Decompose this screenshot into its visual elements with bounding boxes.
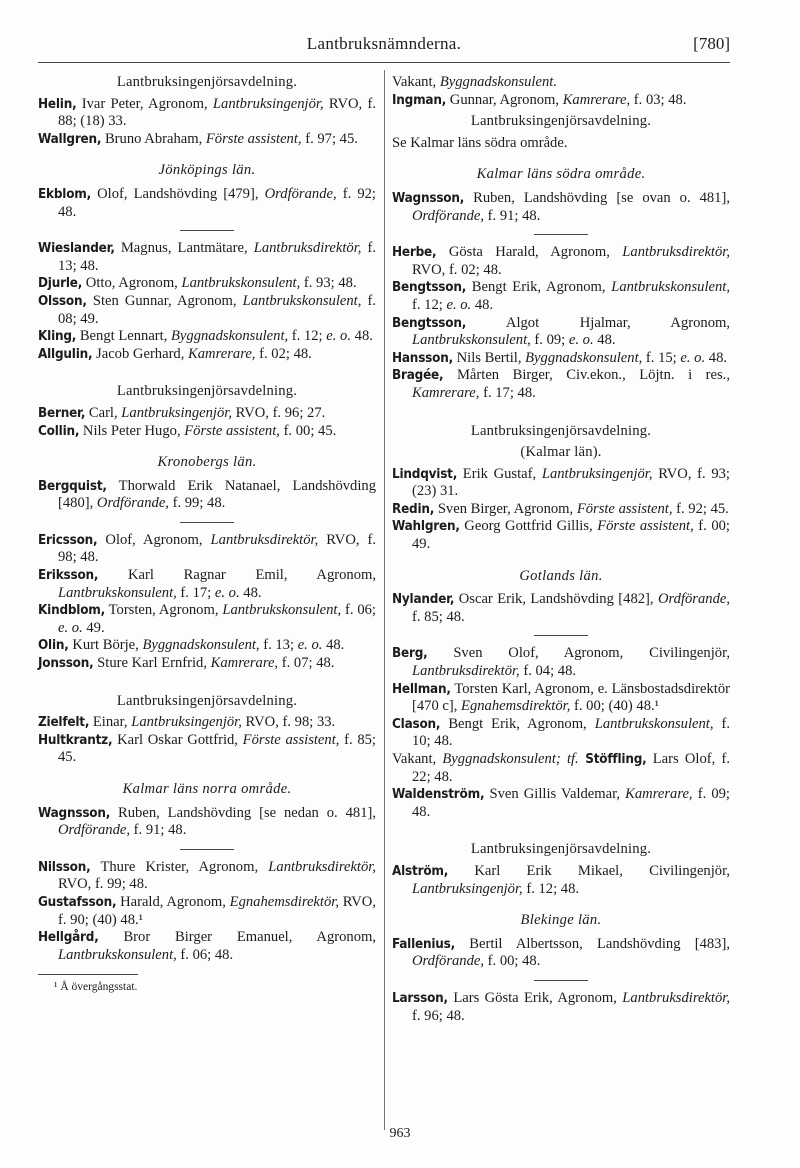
separator-rule (180, 522, 234, 523)
entry-hellman: Hellman, Torsten Karl, Agronom, e. Länsbostadsdirektör [470 c], Egnahemsdirektör, f. 00; (40) 48.¹ (392, 680, 730, 715)
entry-wallgren: Wallgren, Bruno Abraham, Förste assistent, f. 97; 45. (38, 130, 358, 147)
entry-bergquist: Bergquist, Thorwald Erik Natanael, Landshövding [480], Ordförande, f. 99; 48. (38, 477, 377, 512)
page-header (38, 34, 730, 60)
entry-helin: Helin, Ivar Peter, Agronom, Lantbruksingenjör, RVO, f. 88; (18) 33. (38, 95, 376, 130)
section-heading: Lantbruksingenjörsavdelning. (116, 74, 298, 90)
page-reference: [780] (693, 34, 730, 53)
entry-zielfelt: Zielfelt, Einar, Lantbruksingenjör, RVO, f. 98; 33. (38, 714, 336, 731)
entry-nylander: Nylander, Oscar Erik, Landshövding [482], Ordförande, f. 85; 48. (392, 591, 730, 625)
section-heading: Lantbruksingenjörsavdelning. (116, 692, 298, 709)
entry-redin: Redin, Sven Birger, Agronom, Förste assistent, f. 92; 45. (392, 500, 729, 517)
footnote: ¹ Å övergångsstat. (54, 981, 138, 994)
entry-olin: Olin, Kurt Börje, Byggnadskonsulent, f. 13; e. o. 48. (38, 637, 345, 654)
entry-wagnsson-south: Wagnsson, Ruben, Landshövding [se ovan o. 481], Ordförande, f. 91; 48. (392, 189, 730, 224)
region-heading: Kalmar läns södra område. (476, 166, 646, 183)
entry-kling: Kling, Bengt Lennart, Byggnadskonsulent, f. 12; e. o. 48. (38, 328, 373, 345)
region-heading: Kronobergs län. (157, 454, 257, 471)
footnote-rule (38, 974, 138, 975)
entry-clason: Clason, Bengt Erik, Agronom, Lantbrukskonsulent, f. 10; 48. (392, 715, 730, 750)
entry-waldenstrom: Waldenström, Sven Gillis Valdemar, Kamrerare, f. 09; 48. (392, 786, 730, 820)
entry-eriksson: Eriksson, Karl Ragnar Emil, Agronom, Lantbrukskonsulent, f. 17; e. o. 48. (38, 567, 376, 601)
running-title: Lantbruksnämnderna. (306, 34, 462, 53)
entry-berner: Berner, Carl, Lantbruksingenjör, RVO, f. 96; 27. (38, 404, 326, 421)
left-column (38, 74, 376, 997)
section-heading: Lantbruksingenjörsavdelning. (470, 422, 652, 439)
entry-hellgard: Hellgård, Bror Birger Emanuel, Agronom, Lantbrukskonsulent, f. 06; 48. (38, 929, 376, 963)
entry-bragee: Bragée, Mårten Birger, Civ.ekon., Löjtn. i res., Kamrerare, f. 17; 48. (392, 367, 730, 401)
entry-herbe: Herbe, Gösta Harald, Agronom, Lantbruksdirektör, RVO, f. 02; 48. (392, 244, 730, 278)
section-heading: Lantbruksingenjörsavdelning. (116, 383, 298, 400)
entry-vakant-bygg: Vakant, Byggnadskonsulent. (392, 74, 557, 90)
entry-collin: Collin, Nils Peter Hugo, Förste assistent, f. 00; 45. (38, 422, 337, 439)
entry-alstrom: Alström, Karl Erik Mikael, Civilingenjör, Lantbruksingenjör, f. 12; 48. (392, 862, 730, 897)
header-rule (38, 62, 730, 63)
entry-olsson: Olsson, Sten Gunnar, Agronom, Lantbrukskonsulent, f. 08; 49. (38, 292, 376, 327)
section-heading: Lantbruksingenjörsavdelning. (470, 841, 652, 858)
entry-ingman: Ingman, Gunnar, Agronom, Kamrerare, f. 03; 48. (392, 91, 687, 108)
entry-jonsson: Jonsson, Sture Karl Ernfrid, Kamrerare, f. 07; 48. (38, 655, 335, 672)
page-number: 963 (389, 1126, 411, 1141)
entry-nilsson: Nilsson, Thure Krister, Agronom, Lantbruksdirektör, RVO, f. 99; 48. (38, 858, 376, 893)
separator-rule (180, 849, 234, 850)
section-heading: Lantbruksingenjörsavdelning. (470, 113, 652, 130)
entry-ekblom: Ekblom, Olof, Landshövding [479], Ordförande, f. 92; 48. (38, 185, 376, 220)
column-separator (384, 70, 385, 1130)
entry-hansson: Hansson, Nils Bertil, Byggnadskonsulent, f. 15; e. o. 48. (392, 349, 728, 366)
region-heading: Jönköpings län. (158, 162, 256, 179)
entry-wahlgren: Wahlgren, Georg Gottfrid Gillis, Förste assistent, f. 00; 49. (392, 518, 730, 553)
separator-rule (534, 635, 588, 636)
entry-gustafsson: Gustafsson, Harald, Agronom, Egnahemsdirektör, RVO, f. 90; (40) 48.¹ (38, 893, 376, 928)
entry-bengtsson-algot: Bengtsson, Algot Hjalmar, Agronom, Lantbrukskonsulent, f. 09; e. o. 48. (392, 314, 731, 349)
entry-kindblom: Kindblom, Torsten, Agronom, Lantbrukskonsulent, f. 06; e. o. 49. (38, 602, 376, 636)
separator-rule (180, 230, 234, 231)
entry-fallenius: Fallenius, Bertil Albertsson, Landshövding [483], Ordförande, f. 00; 48. (392, 935, 730, 970)
section-subheading: (Kalmar län). (520, 444, 602, 461)
entry-vakant-stoffling: Vakant, Byggnadskonsulent; tf. Stöffling, Lars Olof, f. 22; 48. (392, 751, 730, 785)
entry-hultkrantz: Hultkrantz, Karl Oskar Gottfrid, Förste assistent, f. 85; 45. (38, 731, 376, 766)
entry-wagnsson-north: Wagnsson, Ruben, Landshövding [se nedan o. 481], Ordförande, f. 91; 48. (38, 804, 376, 839)
entry-ericsson: Ericsson, Olof, Agronom, Lantbruksdirektör, RVO, f. 98; 48. (38, 531, 376, 566)
cross-reference: Se Kalmar läns södra område. (392, 134, 568, 151)
region-heading: Gotlands län. (519, 567, 603, 584)
entry-allgulin: Allgulin, Jacob Gerhard, Kamrerare, f. 02; 48. (38, 345, 312, 362)
entry-wieslander: Wieslander, Magnus, Lantmätare, Lantbruksdirektör, f. 13; 48. (38, 240, 376, 274)
entry-berg: Berg, Sven Olof, Agronom, Civilingenjör, Lantbruksdirektör, f. 04; 48. (392, 645, 730, 680)
entry-bengtsson-bengt: Bengtsson, Bengt Erik, Agronom, Lantbrukskonsulent, f. 12; e. o. 48. (392, 279, 730, 313)
region-heading: Blekinge län. (520, 912, 602, 929)
separator-rule (534, 980, 588, 981)
right-column (392, 74, 730, 1025)
entry-larsson: Larsson, Lars Gösta Erik, Agronom, Lantbruksdirektör, f. 96; 48. (392, 989, 730, 1024)
entry-djurle: Djurle, Otto, Agronom, Lantbrukskonsulent, f. 93; 48. (38, 275, 357, 292)
separator-rule (534, 234, 588, 235)
entry-lindqvist: Lindqvist, Erik Gustaf, Lantbruksingenjör, RVO, f. 93; (23) 31. (392, 465, 730, 500)
region-heading: Kalmar läns norra område. (122, 781, 292, 797)
